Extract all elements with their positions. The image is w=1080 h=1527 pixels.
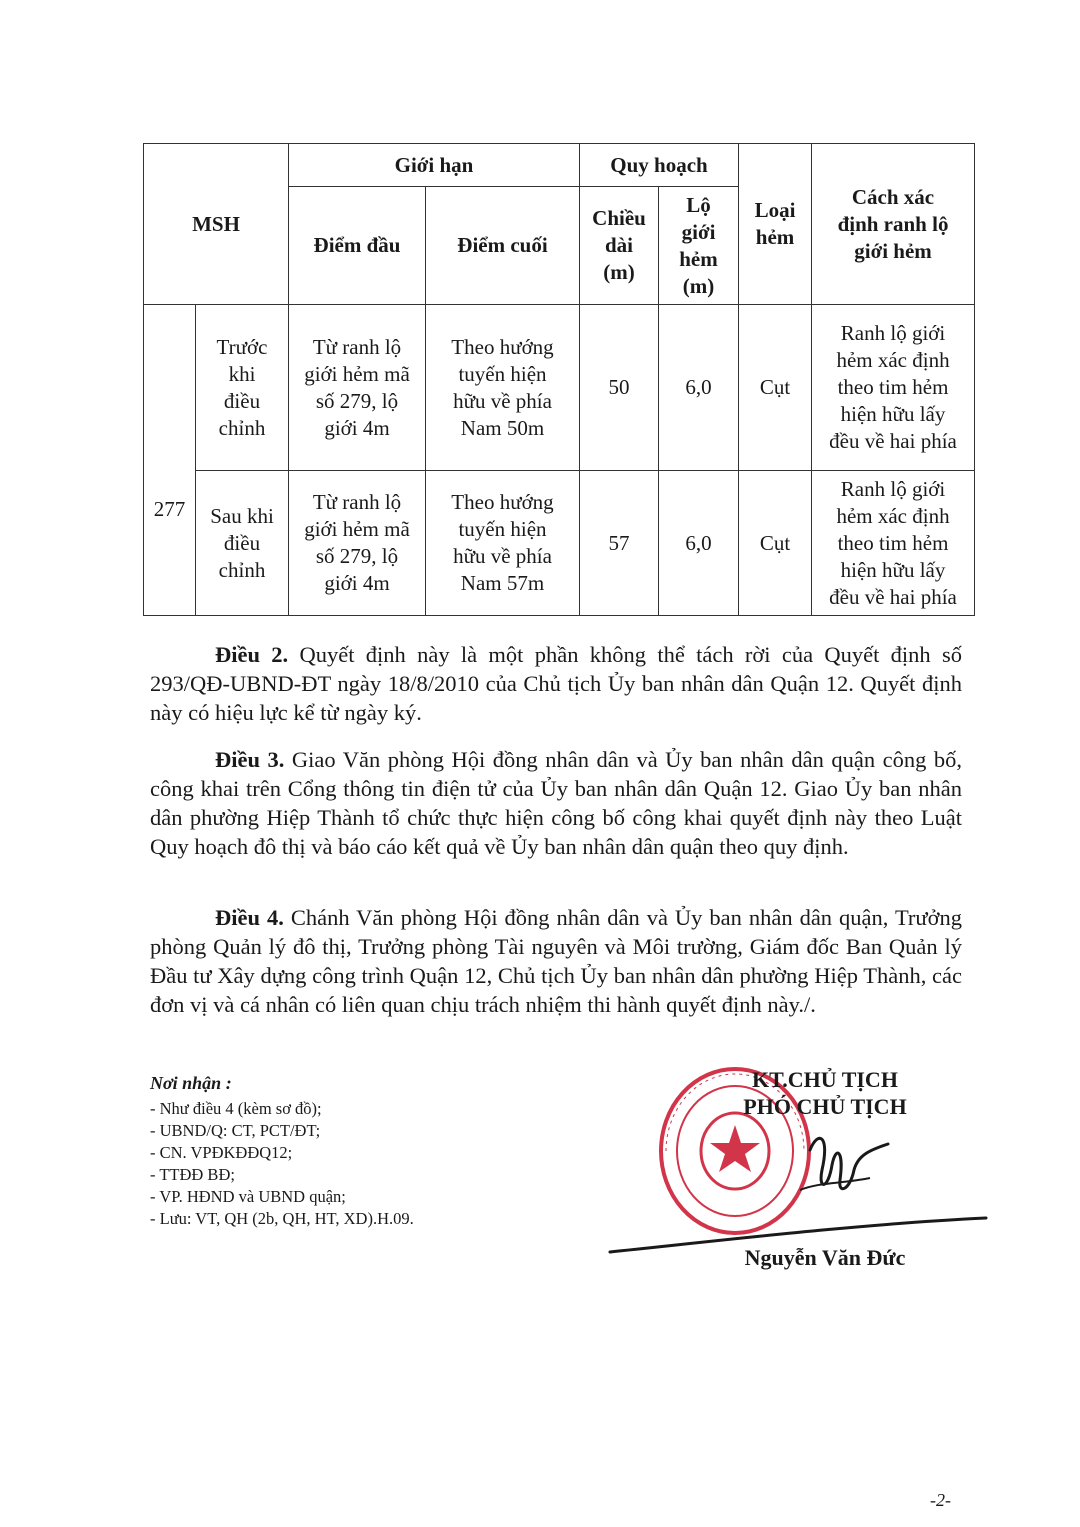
article-body: Quyết định này là một phần không thể tách rời của Quyết định số 293/QĐ-UBND-ĐT ngày 18/8/2010 của Chủ tịch Ủy ban nhân dân Quận 12. Quyết định này có hiệu lực kể từ ngày ký. — [150, 642, 962, 725]
header-chieu-dai: Chiều dài (m) — [580, 187, 659, 305]
article-title: Điều 3. — [215, 747, 285, 772]
article-body: Chánh Văn phòng Hội đồng nhân dân và Ủy ban nhân dân quận, Trưởng phòng Quản lý đô thị, Trưởng phòng Tài nguyên và Môi trường, Giám đốc Ban Quản lý Đầu tư Xây dựng công trình Quận 12, Chủ tịch Ủy ban nhân dân phường Hiệp Thành, các đơn vị và cá nhân có liên quan chịu trách nhiệm thi hành quyết định này./. — [150, 905, 962, 1017]
header-diem-dau: Điểm đầu — [289, 187, 426, 305]
row-lo-gioi: 6,0 — [659, 471, 739, 616]
article-2 — [150, 640, 962, 727]
article-body: Giao Văn phòng Hội đồng nhân dân và Ủy ban nhân dân quận công bố, công khai trên Cổng thông tin điện tử của Ủy ban nhân dân Quận 12. Giao Ủy ban nhân dân phường Hiệp Thành tổ chức thực hiện công bố công khai quyết định này theo Luật Quy hoạch đô thị và báo cáo kết quả về Ủy ban nhân dân quận theo quy định. — [150, 747, 963, 859]
header-lo-gioi: Lộ giới hẻm (m) — [659, 187, 739, 305]
row-chieu-dai: 50 — [580, 305, 659, 471]
table-row — [144, 305, 975, 471]
recipient-item: - UBND/Q: CT, PCT/ĐT; — [150, 1121, 321, 1140]
recipient-item: - VP. HĐND và UBND quận; — [150, 1187, 346, 1206]
msh-cell: 277 — [144, 305, 196, 616]
row-diem-dau: Từ ranh lộ giới hẻm mã số 279, lộ giới 4m — [289, 471, 426, 616]
article-title: Điều 2. — [215, 642, 289, 667]
recipient-item: - Lưu: VT, QH (2b, QH, HT, XD).H.09. — [150, 1209, 414, 1228]
row-loai-hem: Cụt — [739, 305, 812, 471]
article-4 — [150, 903, 962, 1019]
recipient-item: - TTĐĐ BĐ; — [150, 1165, 235, 1184]
handwritten-signature-icon — [770, 1120, 900, 1210]
zoning-table — [143, 143, 975, 616]
header-loai-hem: Loại hẻm — [739, 144, 812, 305]
row-label: Sau khi điều chỉnh — [196, 471, 289, 616]
row-chieu-dai: 57 — [580, 471, 659, 616]
recipient-item: - CN. VPĐKĐĐQ12; — [150, 1143, 293, 1162]
article-3 — [150, 745, 962, 861]
header-cach-xac-dinh: Cách xác định ranh lộ giới hẻm — [812, 144, 975, 305]
table-row — [144, 471, 975, 616]
signer-name: Nguyễn Văn Đức — [744, 1245, 906, 1270]
recipient-item: - Như điều 4 (kèm sơ đồ); — [150, 1099, 322, 1118]
row-loai-hem: Cụt — [739, 471, 812, 616]
page-number: -2- — [930, 1490, 951, 1510]
header-quy-hoach: Quy hoạch — [580, 144, 739, 187]
row-diem-dau: Từ ranh lộ giới hẻm mã số 279, lộ giới 4m — [289, 305, 426, 471]
header-gioi-han: Giới hạn — [289, 144, 580, 187]
row-cach-xac-dinh: Ranh lộ giới hẻm xác định theo tim hẻm hiện hữu lấy đều về hai phía — [812, 471, 975, 616]
header-msh: MSH — [144, 144, 289, 305]
row-label: Trước khi điều chỉnh — [196, 305, 289, 471]
signatory-subtitle: PHÓ CHỦ TỊCH — [743, 1094, 907, 1119]
row-diem-cuoi: Theo hướng tuyến hiện hữu về phía Nam 57m — [426, 471, 580, 616]
header-diem-cuoi: Điểm cuối — [426, 187, 580, 305]
recipients-title: Nơi nhận : — [150, 1073, 232, 1093]
row-lo-gioi: 6,0 — [659, 305, 739, 471]
signatory-title: KT.CHỦ TỊCH — [752, 1067, 898, 1092]
row-diem-cuoi: Theo hướng tuyến hiện hữu về phía Nam 50m — [426, 305, 580, 471]
article-title: Điều 4. — [215, 905, 284, 930]
recipients-block — [150, 1072, 414, 1230]
row-cach-xac-dinh: Ranh lộ giới hẻm xác định theo tim hẻm hiện hữu lấy đều về hai phía — [812, 305, 975, 471]
